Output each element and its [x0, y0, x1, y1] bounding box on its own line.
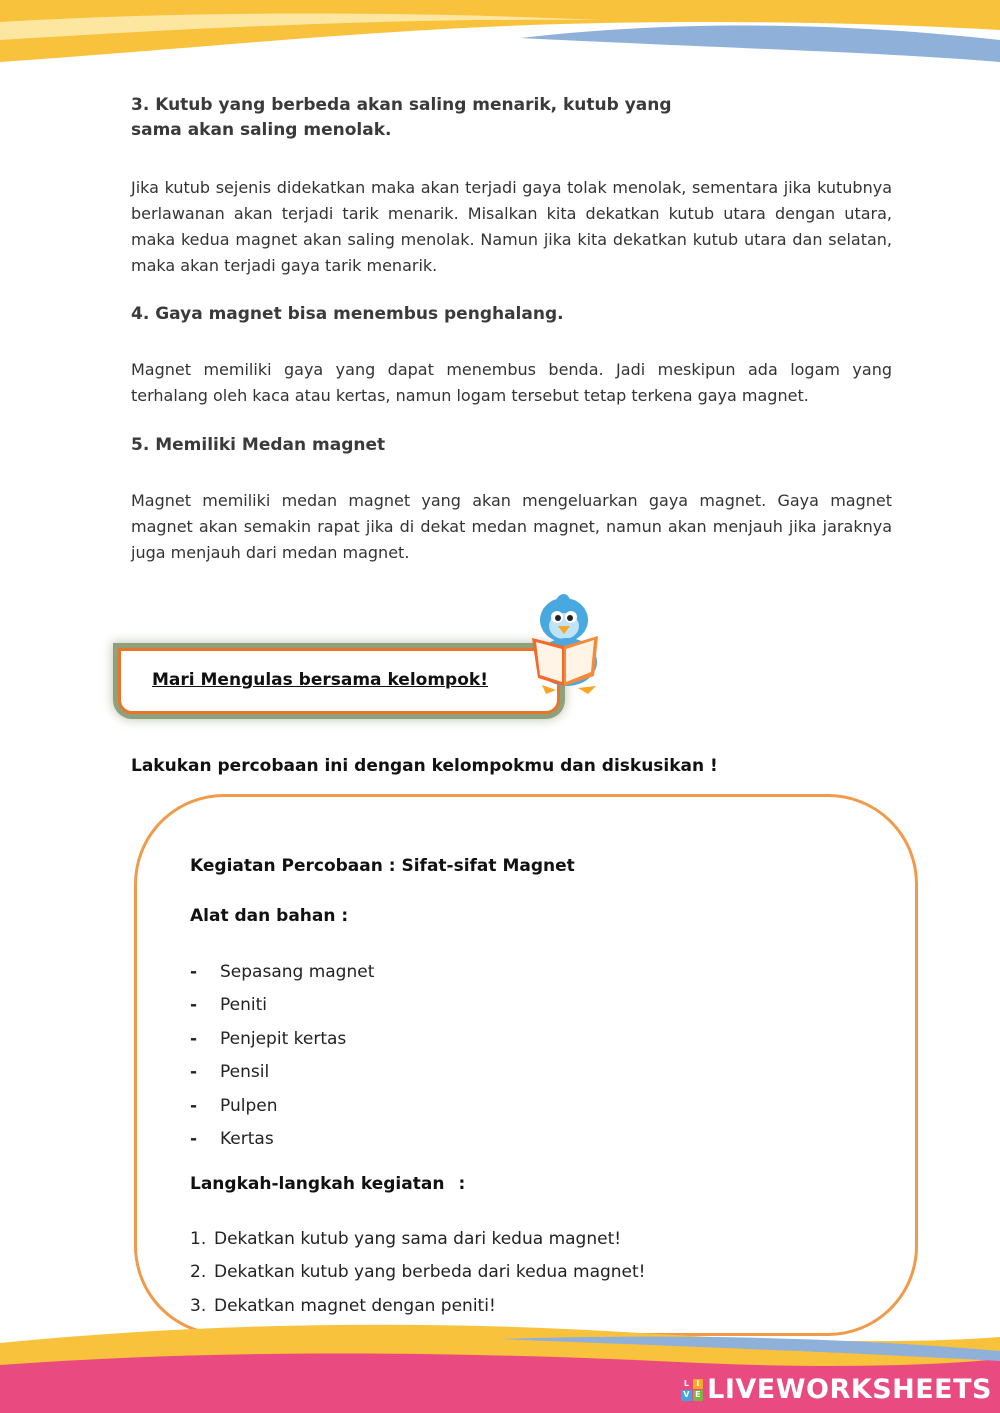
- tool-label: Pulpen: [220, 1095, 278, 1116]
- review-banner: [118, 648, 560, 714]
- tool-label: Penjepit kertas: [220, 1028, 347, 1049]
- section-3-heading: 3. Kutub yang berbeda akan saling menarik, kutub yang sama akan saling menolak.: [131, 95, 672, 140]
- bird-reading-icon: [512, 590, 622, 700]
- tools-list: [190, 955, 374, 1156]
- steps-heading-label: Langkah-langkah kegiatan: [190, 1174, 445, 1194]
- tool-label: Pensil: [220, 1062, 270, 1083]
- section-3-text: Jika kutub sejenis didekatkan maka akan terjadi gaya tolak menolak, sementara jika kutubnya berlawanan akan terjadi tarik menarik. Misalkan kita dekatkan kutub utara dengan utara, maka kedua magnet akan saling menolak. Namun jika kita dekatkan kutub utara dan selatan, maka akan terjadi gaya tarik menarik.: [131, 178, 892, 275]
- liveworksheets-logo[interactable]: [681, 1374, 992, 1405]
- tool-label: Kertas: [220, 1129, 274, 1150]
- tool-label: Peniti: [220, 995, 267, 1016]
- list-item: - Pensil: [190, 1062, 270, 1083]
- review-banner-label: Mari Mengulas bersama kelompok!: [152, 670, 488, 690]
- list-item: - Kertas: [190, 1129, 274, 1150]
- tool-label: Sepasang magnet: [220, 961, 375, 982]
- section-5-text: Magnet memiliki medan magnet yang akan mengeluarkan gaya magnet. Gaya magnet magnet akan semakin rapat jika di dekat medan magnet, namun akan menjauh jika jaraknya juga menjauh dari medan magnet.: [131, 491, 892, 562]
- tools-heading: Alat dan bahan :: [190, 906, 349, 926]
- activity-title: Kegiatan Percobaan : Sifat-sifat Magnet: [190, 856, 575, 876]
- section-4-heading: 4. Gaya magnet bisa menembus penghalang.: [131, 304, 564, 324]
- steps-heading: [190, 1174, 465, 1194]
- list-item: 2. Dekatkan kutub yang berbeda dari kedua magnet!: [190, 1262, 646, 1283]
- list-item: - Penjepit kertas: [190, 1028, 347, 1049]
- top-wave-decoration: [0, 0, 1000, 80]
- step-label: Dekatkan magnet dengan peniti!: [214, 1295, 496, 1316]
- section-5-heading: 5. Memiliki Medan magnet: [131, 435, 386, 455]
- section-4-text: Magnet memiliki gaya yang dapat menembus benda. Jadi meskipun ada logam yang terhalang oleh kaca atau kertas, namun logam tersebut tetap terkena gaya magnet.: [131, 360, 892, 405]
- liveworksheets-brand: LIVEWORKSHEETS: [707, 1374, 992, 1405]
- instruction-text: Lakukan percobaan ini dengan kelompokmu dan diskusikan !: [131, 756, 718, 776]
- list-item: - Pulpen: [190, 1095, 278, 1116]
- steps-heading-colon: :: [458, 1174, 466, 1194]
- list-item: 3. Dekatkan magnet dengan peniti!: [190, 1295, 496, 1316]
- list-item: - Sepasang magnet: [190, 961, 375, 982]
- list-item: 1. Dekatkan kutub yang sama dari kedua magnet!: [190, 1228, 622, 1249]
- liveworksheets-mark-icon: L I V E: [681, 1379, 703, 1401]
- step-label: Dekatkan kutub yang sama dari kedua magnet!: [214, 1228, 622, 1249]
- list-item: - Peniti: [190, 995, 267, 1016]
- step-label: Dekatkan kutub yang berbeda dari kedua magnet!: [214, 1262, 646, 1283]
